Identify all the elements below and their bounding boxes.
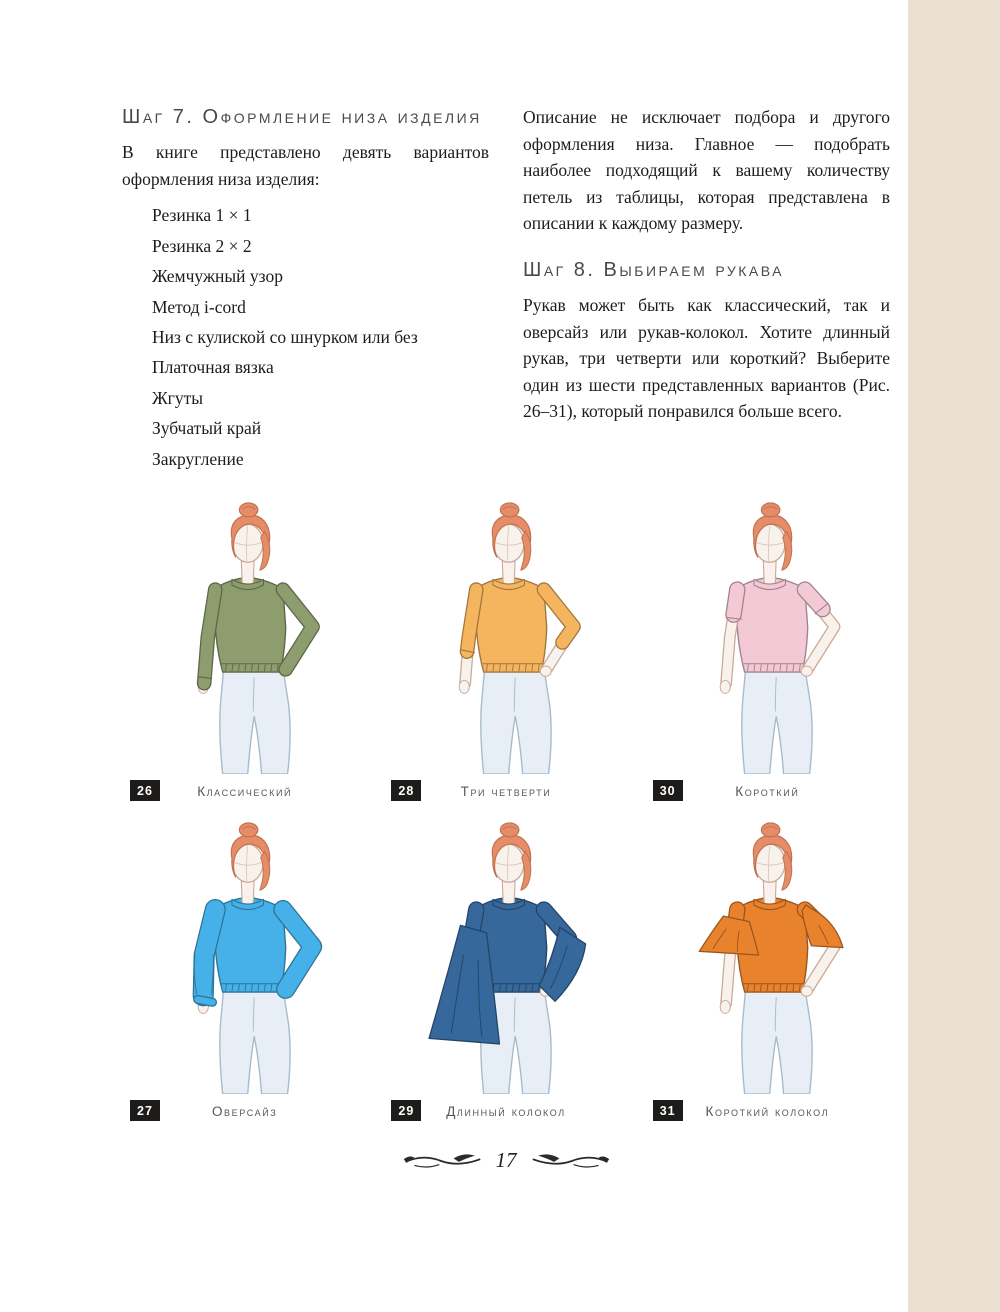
figure-number-badge: 30 bbox=[653, 780, 683, 801]
figure-28-caption bbox=[383, 780, 628, 802]
figure-30-caption bbox=[645, 780, 890, 802]
page-footer bbox=[122, 1148, 890, 1173]
step8-preface: Описание не исключает подбора и другого оформления низа. Главное — подобрать наиболее подходящий к вашему количеству петель из таблицы, которая представлена в описании к каждому размеру. bbox=[523, 107, 890, 234]
figure-30-illustration bbox=[645, 496, 890, 774]
step8-body: Рукав может быть как классический, так и оверсайз или рукав-колокол. Хотите длинный рукав, три четверти или короткий? Выберите один из шести представленных вариантов (Рис. 26–31), который понравился больше всего. bbox=[523, 294, 890, 422]
list-item: Метод i-cord bbox=[152, 296, 246, 317]
figure-label: Короткий колокол bbox=[705, 1103, 830, 1119]
figure-label: Короткий bbox=[735, 783, 800, 799]
figure-number-badge: 29 bbox=[391, 1100, 421, 1121]
figure-31-caption bbox=[645, 1100, 890, 1122]
figure-29 bbox=[383, 816, 628, 1122]
figure-number-badge: 31 bbox=[653, 1100, 683, 1121]
page-number: 17 bbox=[495, 1148, 517, 1173]
step7-intro: В книге представлено девять вариантов оформления низа изделия: bbox=[122, 142, 489, 189]
figure-number-badge: 28 bbox=[391, 780, 421, 801]
flourish-right-ornament bbox=[531, 1150, 611, 1172]
figure-29-caption bbox=[383, 1100, 628, 1122]
list-item: Жгуты bbox=[152, 387, 204, 408]
list-item: Резинка 1 × 1 bbox=[152, 205, 252, 226]
figure-number-badge: 27 bbox=[130, 1100, 160, 1121]
figure-27-caption bbox=[122, 1100, 367, 1122]
figure-label: Длинный колокол bbox=[446, 1103, 566, 1119]
figure-26-illustration bbox=[122, 496, 367, 774]
list-item: Зубчатый край bbox=[152, 418, 262, 439]
figure-30 bbox=[645, 496, 890, 802]
figure-27 bbox=[122, 816, 367, 1122]
figure-26 bbox=[122, 496, 367, 802]
step7-heading: Шаг 7. Оформление низа изделия bbox=[122, 106, 482, 128]
list-item: Жемчужный узор bbox=[152, 266, 283, 287]
list-item: Низ с кулиской со шнурком или без bbox=[152, 326, 418, 347]
sweater-figure-svg bbox=[404, 496, 608, 774]
figure-label: Оверсайз bbox=[211, 1103, 278, 1119]
figure-31 bbox=[645, 816, 890, 1122]
step8-heading: Шаг 8. Выбираем рукава bbox=[523, 258, 784, 281]
figure-31-illustration bbox=[645, 816, 890, 1094]
figure-29-illustration bbox=[383, 816, 628, 1094]
column-left bbox=[122, 104, 489, 474]
figure-label: Классический bbox=[197, 783, 293, 799]
right-margin-band bbox=[908, 0, 1000, 1312]
list-item: Закругление bbox=[152, 448, 244, 469]
sweater-figure-svg bbox=[665, 496, 869, 774]
figure-27-illustration bbox=[122, 816, 367, 1094]
sweater-figure-svg bbox=[665, 816, 869, 1094]
bottom-finish-options-list bbox=[152, 200, 489, 474]
figure-28 bbox=[383, 496, 628, 802]
column-right bbox=[523, 104, 890, 474]
sweater-figure-svg bbox=[143, 816, 347, 1094]
page-content bbox=[122, 104, 890, 1173]
list-item: Резинка 2 × 2 bbox=[152, 235, 252, 256]
sweater-figure-svg bbox=[143, 496, 347, 774]
text-columns bbox=[122, 104, 890, 474]
figure-26-caption bbox=[122, 780, 367, 802]
list-item: Платочная вязка bbox=[152, 357, 274, 378]
sleeve-variants-grid bbox=[122, 496, 890, 1122]
figure-28-illustration bbox=[383, 496, 628, 774]
flourish-left-ornament bbox=[402, 1150, 482, 1172]
figure-number-badge: 26 bbox=[130, 780, 160, 801]
sweater-figure-svg bbox=[404, 816, 608, 1094]
figure-label: Три четверти bbox=[460, 783, 552, 799]
